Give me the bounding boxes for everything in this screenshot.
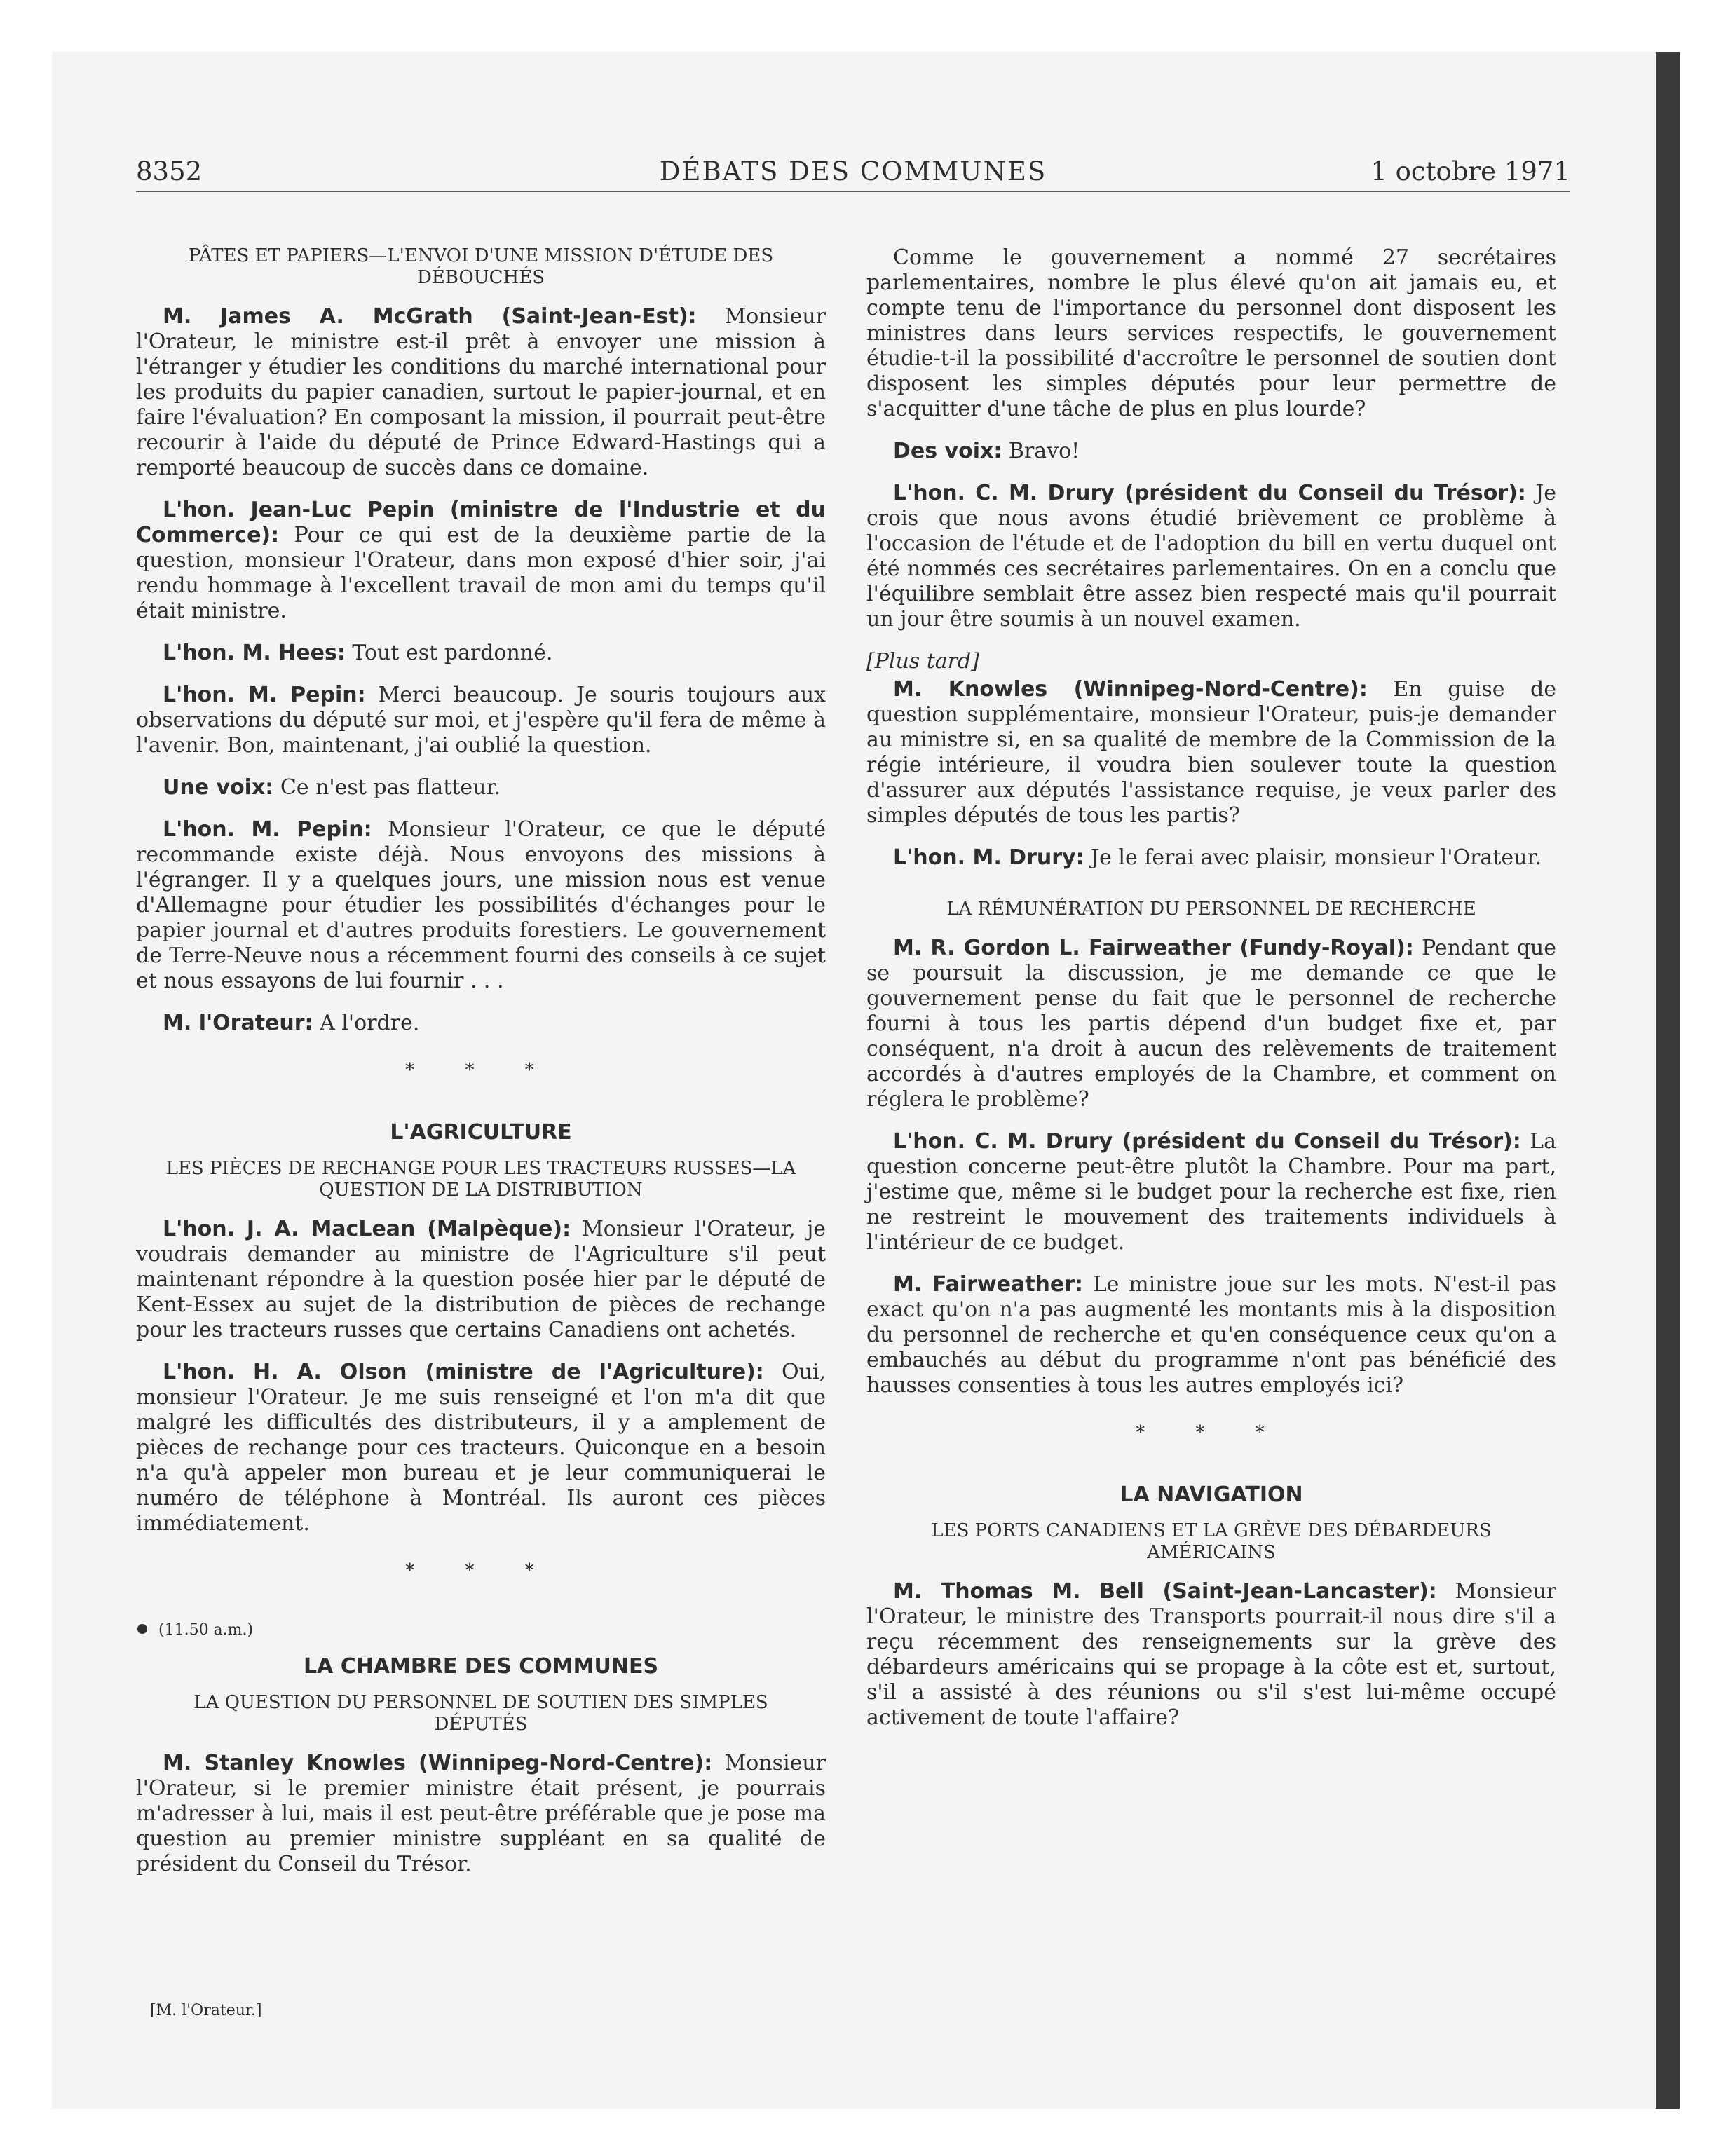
speech-text: Monsieur l'Orateur, ce que le député recommande existe déjà. Nous envoyons des missions à l'égranger. Il y a quelques jours, une mission nous est venue d'Allemagne pour étudier les possibilités d'échanges pour le papier journal et d'autres produits forestiers. Le gouvernement de Terre-Neuve nous a récemment fourni des conseils à ce sujet et nous essayons de lui fournir . . . — [136, 817, 826, 993]
footnote: [M. l'Orateur.] — [150, 2002, 262, 2019]
speaker-name: L'hon. M. Pepin: — [163, 817, 372, 842]
publication-title: DÉBATS DES COMMUNES — [659, 156, 1047, 186]
speech-text: Monsieur l'Orateur, le ministre est-il prêt à envoyer une mission à l'étranger y étudier les conditions du marché international pour les produits du papier canadien, surtout le papier-journal, et en faire l'évaluation? En composant la mission, il pourrait peut-être recourir à l'aide du député de Prince Edward-Hastings qui a remporté beaucoup de succès dans ce domaine. — [136, 304, 826, 480]
section-title: LA NAVIGATION — [1120, 1482, 1303, 1507]
speech-text: Ce n'est pas flatteur. — [273, 775, 501, 800]
speech-text: A l'ordre. — [313, 1011, 420, 1035]
paragraph — [136, 641, 826, 666]
speaker-name: L'hon. M. Pepin: — [163, 683, 366, 707]
speaker-name: M. Thomas M. Bell (Saint-Jean-Lancaster): — [893, 1579, 1437, 1604]
speaker-name: L'hon. Jean-Luc Pepin (ministre de l'Industrie et du Commerce): — [136, 498, 826, 547]
paragraph — [866, 1129, 1556, 1255]
speech-text: Merci beaucoup. Je souris toujours aux observations du député sur moi, et j'espère qu'il fera de même à l'avenir. Bon, maintenant, j'ai oublié la question. — [136, 683, 826, 758]
speech-text: Tout est pardonné. — [345, 641, 553, 665]
paragraph — [136, 498, 826, 624]
section-separator: * * * — [405, 1060, 557, 1081]
speaker-name: M. Fairweather: — [893, 1272, 1084, 1297]
speaker-name: M. James A. McGrath (Saint-Jean-Est): — [163, 304, 697, 329]
paragraph — [136, 304, 826, 481]
speech-text: Bravo! — [1002, 439, 1080, 463]
topic-heading: LA QUESTION DU PERSONNEL DE SOUTIEN DES SIMPLES DÉPUTÉS — [193, 1692, 768, 1735]
section-title: LA CHAMBRE DES COMMUNES — [303, 1654, 659, 1679]
paragraph — [136, 1360, 826, 1536]
speech-text: En guise de question supplémentaire, monsieur l'Orateur, puis-je demander au ministre si, en sa qualité de membre de la Commission de la régie intérieure, il voudra bien soulever toute la question d'assurer aux députés l'assistance requise, je veux parler des simples députés de tous les partis? — [866, 677, 1557, 828]
time-stamp: (11.50 a.m.) — [158, 1621, 254, 1639]
time-marker — [136, 1621, 826, 1640]
speech-text: Pendant que se poursuit la discussion, je me demande ce que le gouvernement pense du fait que le personnel de recherche fourni à tous les partis dépend d'un budget fixe et, par conséquent, n'a droit à aucun des relèvements de traitement accordés à d'autres employés de la Chambre, et comment on réglera le problème? — [866, 936, 1556, 1112]
topic-heading: LES PIÈCES DE RECHANGE POUR LES TRACTEURS RUSSES—LA QUESTION DE LA DISTRIBUTION — [165, 1158, 796, 1201]
speaker-name: M. R. Gordon L. Fairweather (Fundy-Royal): — [893, 936, 1414, 960]
paragraph — [866, 245, 1556, 422]
speech-text: Je crois que nous avons étudié brièvement ce problème à l'occasion de l'étude et de l'adoption du bill en vertu duquel ont été nommés ces secrétaires parlementaires. On en a conclu que l'équilibre semblait être assez bien respecté mais qu'il pourrait un jour être soumis à un nouvel examen. — [866, 481, 1556, 632]
speaker-name: M. l'Orateur: — [163, 1011, 313, 1035]
topic-heading: LES PORTS CANADIENS ET LA GRÈVE DES DÉBARDEURS AMÉRICAINS — [931, 1520, 1492, 1563]
speech-text: Pour ce qui est de la deuxième partie de la question, monsieur l'Orateur, dans mon exposé d'hier soir, j'ai rendu hommage à l'excellent travail de mon ami du temps qu'il était ministre. — [136, 523, 826, 623]
scan-edge — [1656, 52, 1680, 2109]
paragraph — [866, 845, 1556, 871]
paragraph — [136, 1217, 826, 1343]
speech-text: Monsieur l'Orateur, je voudrais demander au ministre de l'Agriculture s'il peut maintenant répondre à la question posée hier par le député de Kent-Essex au sujet de la distribution de pièces de rechange pour les tracteurs russes que certains Canadiens ont achetés. — [136, 1217, 826, 1342]
time-note: [Plus tard] — [866, 649, 979, 674]
paragraph — [136, 1751, 826, 1877]
paragraph — [866, 1272, 1556, 1398]
publication-date: 1 octobre 1971 — [1370, 156, 1570, 186]
speech-text: Comme le gouvernement a nommé 27 secrétaires parlementaires, nombre le plus élevé qu'on ait jamais eu, et compte tenu de l'importance du personnel dont disposent les ministres dans leurs services respectifs, le gouvernement étudie-t-il la possibilité d'accroître le personnel de soutien dont disposent les simples députés pour leur permettre de s'acquitter d'une tâche de plus en plus lourde? — [866, 245, 1556, 421]
speaker-name: M. Knowles (Winnipeg-Nord-Centre): — [893, 677, 1368, 702]
section-separator: * * * — [1136, 1422, 1287, 1443]
paragraph — [866, 481, 1556, 632]
paragraph — [136, 817, 826, 994]
paragraph — [866, 677, 1556, 828]
speech-text: Oui, monsieur l'Orateur. Je me suis renseigné et l'on m'a dit que malgré les difficultés des distributeurs, il y a amplement de pièces de rechange pour ces tracteurs. Quiconque en a besoin n'a qu'à appeler mon bureau et je leur communiquerai le numéro de téléphone à Montréal. Ils auront ces pièces immédiatement. — [136, 1360, 826, 1536]
speaker-name: L'hon. C. M. Drury (président du Conseil du Trésor): — [893, 481, 1526, 505]
section-separator: * * * — [405, 1560, 557, 1581]
speaker-name: Une voix: — [163, 775, 274, 800]
paragraph — [866, 1579, 1556, 1731]
paragraph — [866, 439, 1556, 464]
speech-text: Je le ferai avec plaisir, monsieur l'Orateur. — [1084, 845, 1542, 870]
paragraph — [866, 936, 1556, 1112]
speaker-name: L'hon. M. Hees: — [163, 641, 346, 665]
paragraph — [136, 683, 826, 758]
speech-text: Monsieur l'Orateur, le ministre des Transports pourrait-il nous dire s'il a reçu récemment des renseignements sur la grève des débardeurs américains qui se propage à la côte est et, surtout, s'il a assisté à des réunions ou s'il s'est lui-même occupé activement de toute l'affaire? — [866, 1579, 1556, 1730]
speaker-name: L'hon. M. Drury: — [893, 845, 1084, 870]
paragraph — [136, 775, 826, 800]
paragraph — [136, 1011, 826, 1036]
topic-heading: LA RÉMUNÉRATION DU PERSONNEL DE RECHERCHE — [946, 899, 1476, 920]
page-header — [136, 156, 1570, 192]
page-number: 8352 — [136, 156, 203, 186]
right-column — [866, 245, 1556, 1747]
topic-heading: PÂTES ET PAPIERS—L'ENVOI D'UNE MISSION D'ÉTUDE DES DÉBOUCHÉS — [188, 245, 774, 288]
section-title: L'AGRICULTURE — [390, 1120, 572, 1145]
speaker-name: L'hon. J. A. MacLean (Malpèque): — [163, 1217, 571, 1241]
speaker-name: L'hon. H. A. Olson (ministre de l'Agriculture): — [163, 1360, 764, 1384]
speaker-name: M. Stanley Knowles (Winnipeg-Nord-Centre): — [163, 1751, 713, 1775]
speech-text: Monsieur l'Orateur, si le premier ministre était présent, je pourrais m'adresser à lui, mais il est peut-être préférable que je pose ma question au premier ministre suppléant en sa qualité de président du Conseil du Trésor. — [136, 1751, 826, 1876]
speech-text: Le ministre joue sur les mots. N'est-il pas exact qu'on n'a pas augmenté les montants mis à la disposition du personnel de recherche et qu'en conséquence ceux qu'on a embauchés au début du programme n'ont pas bénéficié des hausses consenties à tous les autres employés ici? — [866, 1272, 1557, 1398]
speaker-name: Des voix: — [893, 439, 1002, 463]
bullet-icon — [137, 1624, 147, 1634]
speech-text: La question concerne peut-être plutôt la Chambre. Pour ma part, j'estime que, même si le budget pour la recherche est fixe, rien ne restreint le mouvement des traitements individuels à l'intérieur de ce budget. — [866, 1129, 1556, 1255]
speaker-name: L'hon. C. M. Drury (président du Conseil du Trésor): — [893, 1129, 1521, 1154]
left-column — [136, 245, 826, 1894]
